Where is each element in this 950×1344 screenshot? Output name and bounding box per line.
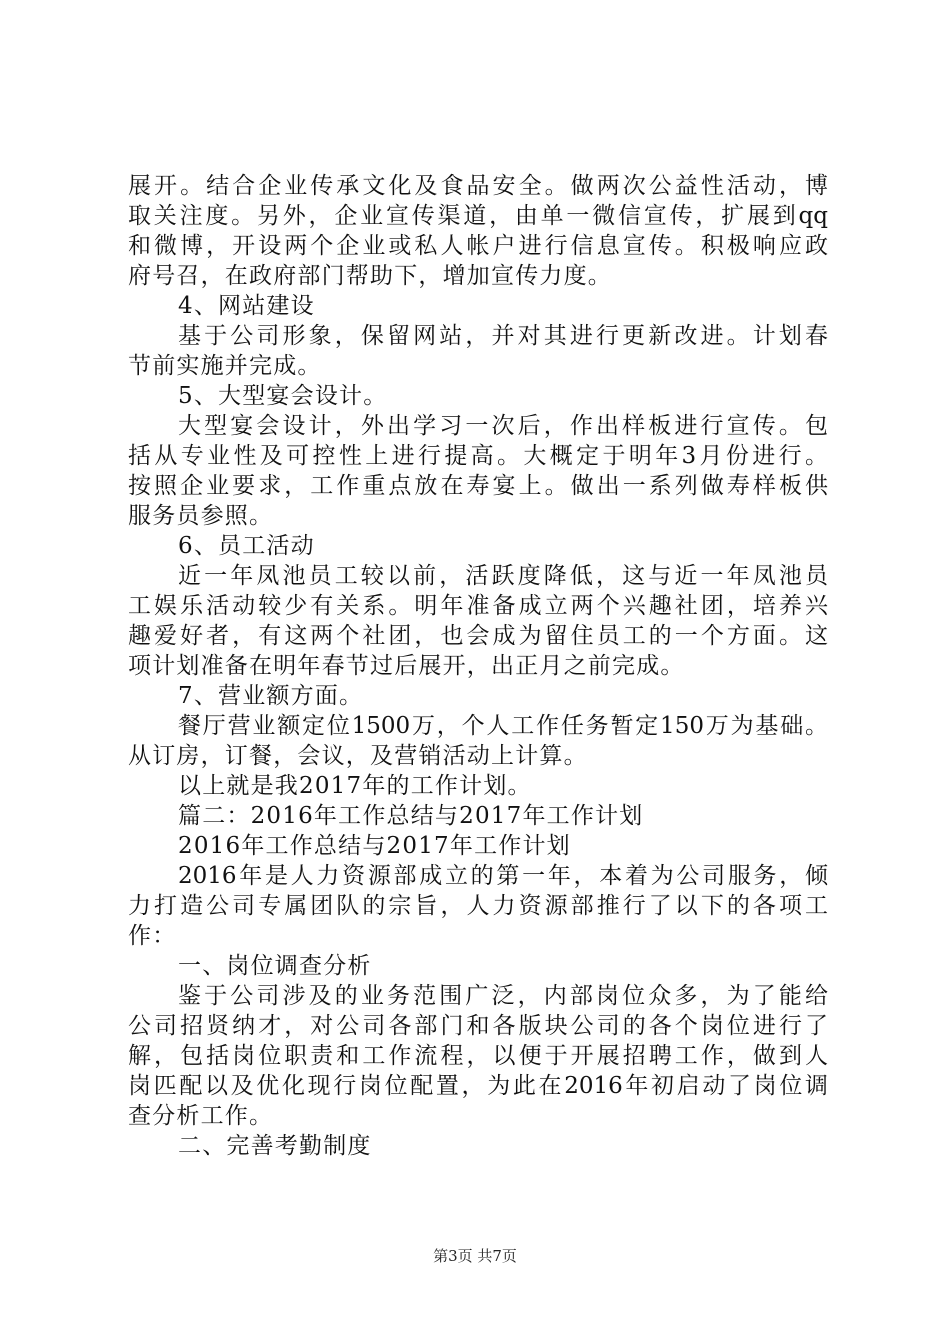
page-footer: 第3页 共7页 [433,1247,517,1265]
text-line: 项计划准备在明年春节过后展开，出正月之前完成。 [128,653,685,679]
text-line: 餐厅营业额定位1500万，个人工作任务暂定150万为基础。 [178,713,828,739]
text-line: 服务员参照。 [128,503,274,529]
text-line: 以上就是我2017年的工作计划。 [178,773,532,799]
document-body [128,171,828,1161]
text-line: 篇二：2016年工作总结与2017年工作计划 [178,803,644,829]
text-line: 鉴于公司涉及的业务范围广泛，内部岗位众多，为了能给 [178,983,828,1009]
text-line: 4、网站建设 [178,293,315,319]
text-line: 大型宴会设计，外出学习一次后，作出样板进行宣传。包 [178,413,828,439]
text-line: 二、完善考勤制度 [178,1133,372,1159]
text-line: 查分析工作。 [128,1103,274,1129]
text-line: 公司招贤纳才，对公司各部门和各版块公司的各个岗位进行了 [128,1013,828,1039]
text-line: 岗匹配以及优化现行岗位配置，为此在2016年初启动了岗位调 [128,1073,828,1099]
text-line: 工娱乐活动较少有关系。明年准备成立两个兴趣社团，培养兴 [128,593,828,619]
text-line: 作： [128,923,177,949]
text-line: 府号召，在政府部门帮助下，增加宣传力度。 [128,263,612,289]
text-line: 一、岗位调查分析 [178,953,372,979]
text-line: 节前实施并完成。 [128,353,322,379]
text-line: 括从专业性及可控性上进行提高。大概定于明年3月份进行。 [128,443,828,469]
text-line: 和微博，开设两个企业或私人帐户进行信息宣传。积极响应政 [128,233,828,259]
text-line: 2016年是人力资源部成立的第一年，本着为公司服务，倾 [178,863,828,889]
text-line: 解，包括岗位职责和工作流程，以便于开展招聘工作，做到人 [128,1043,828,1069]
text-line: 从订房，订餐，会议，及营销活动上计算。 [128,743,588,769]
text-line: 2016年工作总结与2017年工作计划 [178,833,571,859]
text-line: 展开。结合企业传承文化及食品安全。做两次公益性活动，博 [128,173,828,199]
text-line: 7、营业额方面。 [178,683,364,709]
text-line: 取关注度。另外，企业宣传渠道，由单一微信宣传，扩展到qq [128,203,828,229]
text-line: 按照企业要求，工作重点放在寿宴上。做出一系列做寿样板供 [128,473,828,499]
text-line: 力打造公司专属团队的宗旨，人力资源部推行了以下的各项工 [128,893,828,919]
text-line: 6、员工活动 [178,533,315,559]
text-line: 近一年凤池员工较以前，活跃度降低，这与近一年凤池员 [178,563,828,589]
text-line: 5、大型宴会设计。 [178,383,388,409]
text-line: 基于公司形象，保留网站，并对其进行更新改进。计划春 [178,323,828,349]
text-line: 趣爱好者，有这两个社团，也会成为留住员工的一个方面。这 [128,623,828,649]
